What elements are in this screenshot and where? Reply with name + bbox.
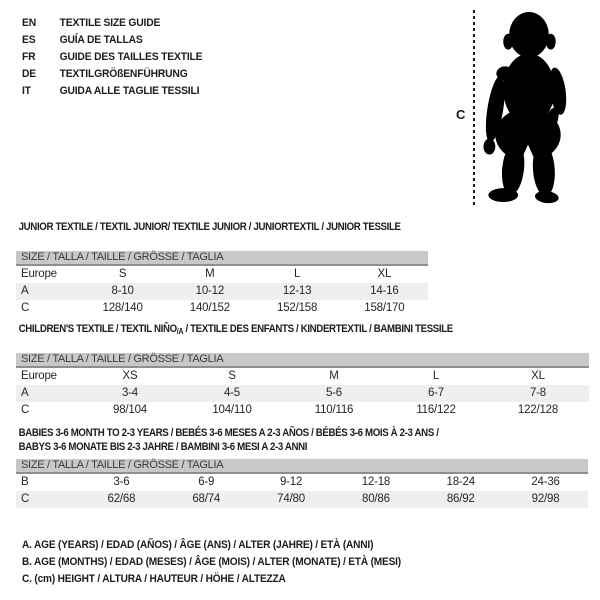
- height-measure-label: C: [456, 107, 466, 122]
- childrens-textile-section: [16, 322, 589, 419]
- size-cell: 128/140: [102, 302, 143, 314]
- size-cell: 4-5: [223, 387, 241, 399]
- table-row: [16, 385, 589, 402]
- row-label: C: [21, 404, 30, 416]
- table-row: [16, 491, 588, 508]
- size-cell: S: [228, 370, 236, 382]
- footnotes: [22, 537, 401, 588]
- size-cell: 152/158: [277, 302, 318, 314]
- size-cell: 14-16: [370, 285, 399, 297]
- row-label: A: [21, 285, 29, 297]
- size-cell: 10-12: [195, 285, 225, 297]
- size-cell: L: [432, 370, 440, 382]
- language-code: ES: [22, 34, 36, 46]
- language-code: EN: [22, 17, 36, 29]
- height-measure-dashed-line: [473, 10, 475, 207]
- size-cell: 9-12: [279, 476, 303, 488]
- childrens-textile-title: [16, 322, 520, 339]
- size-cell: 104/110: [212, 404, 252, 416]
- language-row: [22, 49, 202, 66]
- size-cell: 8-10: [111, 285, 134, 297]
- size-cell: 12-18: [361, 476, 391, 488]
- language-title: TEXTILGRÖßENFÜHRUNG: [59, 68, 188, 80]
- size-cell: 98/104: [113, 404, 147, 416]
- size-cell: 110/116: [314, 404, 354, 416]
- size-cell: XL: [531, 370, 545, 382]
- babies-textile-section: [16, 426, 588, 508]
- junior-textile-section: [16, 220, 453, 317]
- row-label: A: [21, 387, 29, 399]
- row-label: Europe: [21, 268, 57, 280]
- size-cell: XL: [377, 268, 392, 280]
- table-row: [16, 300, 428, 317]
- language-row: [22, 32, 202, 49]
- row-label: B: [21, 476, 29, 488]
- row-label: C: [21, 302, 30, 314]
- title-segment: JUNIOR TEXTILE / TEXTIL JUNIOR/ TEXTILE JUNIOR / JUNIORTEXTIL / JUNIOR TESSILE: [18, 221, 401, 233]
- row-label: Europe: [21, 370, 57, 382]
- title-segment: /A: [176, 327, 184, 336]
- footnote-line: C. (cm) HEIGHT / ALTURA / HAUTEUR / HÖHE / ALTEZZA: [22, 573, 286, 585]
- size-cell: 62/68: [107, 493, 136, 505]
- footnote-line: B. AGE (MONTHS) / EDAD (MESES) / ÂGE (MOIS) / ALTER (MONATE) / ETÀ (MESI): [22, 556, 401, 568]
- size-cell: 6-7: [427, 387, 445, 399]
- language-title: GUIDE DES TAILLES TEXTILE: [59, 51, 203, 63]
- baby-silhouette-icon: [483, 8, 573, 206]
- title-segment: CHILDREN'S TEXTILE / TEXTIL NIÑO: [18, 323, 177, 335]
- size-cell: L: [294, 268, 301, 280]
- size-cell: 18-24: [446, 476, 475, 488]
- table-row: [16, 368, 589, 385]
- footnote-line: A. AGE (YEARS) / EDAD (AÑOS) / ÂGE (ANS) / ALTER (JAHRE) / ETÀ (ANNI): [22, 539, 374, 551]
- size-cell: 68/74: [192, 493, 221, 505]
- size-cell: 122/128: [517, 404, 559, 416]
- language-title: GUIDA ALLE TAGLIE TESSILI: [59, 85, 200, 97]
- size-cell: 92/98: [531, 493, 560, 505]
- size-header-bar: SIZE / TALLA / TAILLE / GRÖSSE / TAGLIA: [16, 353, 589, 368]
- junior-textile-table: [16, 251, 428, 317]
- size-cell: M: [205, 268, 215, 280]
- size-cell: M: [329, 370, 339, 382]
- size-cell: 6-9: [198, 476, 215, 488]
- table-row: [16, 283, 428, 300]
- language-row: [22, 83, 202, 100]
- size-cell: 12-13: [282, 285, 312, 297]
- language-title-list: [22, 15, 202, 100]
- size-cell: 74/80: [277, 493, 305, 505]
- size-cell: 3-6: [113, 476, 130, 488]
- table-row: [16, 474, 588, 491]
- language-row: [22, 15, 202, 32]
- childrens-textile-table: [16, 353, 589, 419]
- size-cell: XS: [122, 370, 138, 382]
- size-cell: 5-6: [325, 387, 343, 399]
- table-row: [16, 402, 589, 419]
- title-segment: BABYS 3-6 MONATE BIS 2-3 JAHRE / BAMBINI 3-6 MESI A 2-3 ANNI: [18, 441, 308, 453]
- language-title: TEXTILE SIZE GUIDE: [59, 17, 161, 29]
- size-header-bar: SIZE / TALLA / TAILLE / GRÖSSE / TAGLIA: [16, 251, 428, 266]
- title-segment: BABIES 3-6 MONTH TO 2-3 YEARS / BEBÉS 3-6 MESES A 2-3 AÑOS / BÉBÉS 3-6 MOIS À 2-3 ANS /: [18, 427, 439, 439]
- babies-textile-table: [16, 459, 588, 508]
- title-segment: / TEXTILE DES ENFANTS / KINDERTEXTIL / BAMBINI TESSILE: [183, 323, 453, 335]
- babies-textile-title: [16, 426, 519, 454]
- size-header-bar: SIZE / TALLA / TAILLE / GRÖSSE / TAGLIA: [16, 459, 588, 474]
- size-cell: 158/170: [364, 302, 405, 314]
- size-cell: 7-8: [529, 387, 547, 399]
- size-cell: S: [118, 268, 127, 280]
- row-label: C: [21, 493, 30, 505]
- size-cell: 86/92: [446, 493, 475, 505]
- size-cell: 24-36: [531, 476, 560, 488]
- table-row: [16, 266, 428, 283]
- language-row: [22, 66, 202, 83]
- size-cell: 80/86: [362, 493, 390, 505]
- language-code: DE: [22, 68, 36, 80]
- size-cell: 140/152: [189, 302, 230, 314]
- junior-textile-title: [16, 220, 401, 234]
- size-cell: 3-4: [121, 387, 139, 399]
- language-title: GUÍA DE TALLAS: [59, 34, 143, 46]
- language-code: IT: [22, 85, 31, 97]
- size-cell: 116/122: [416, 404, 456, 416]
- language-code: FR: [22, 51, 36, 63]
